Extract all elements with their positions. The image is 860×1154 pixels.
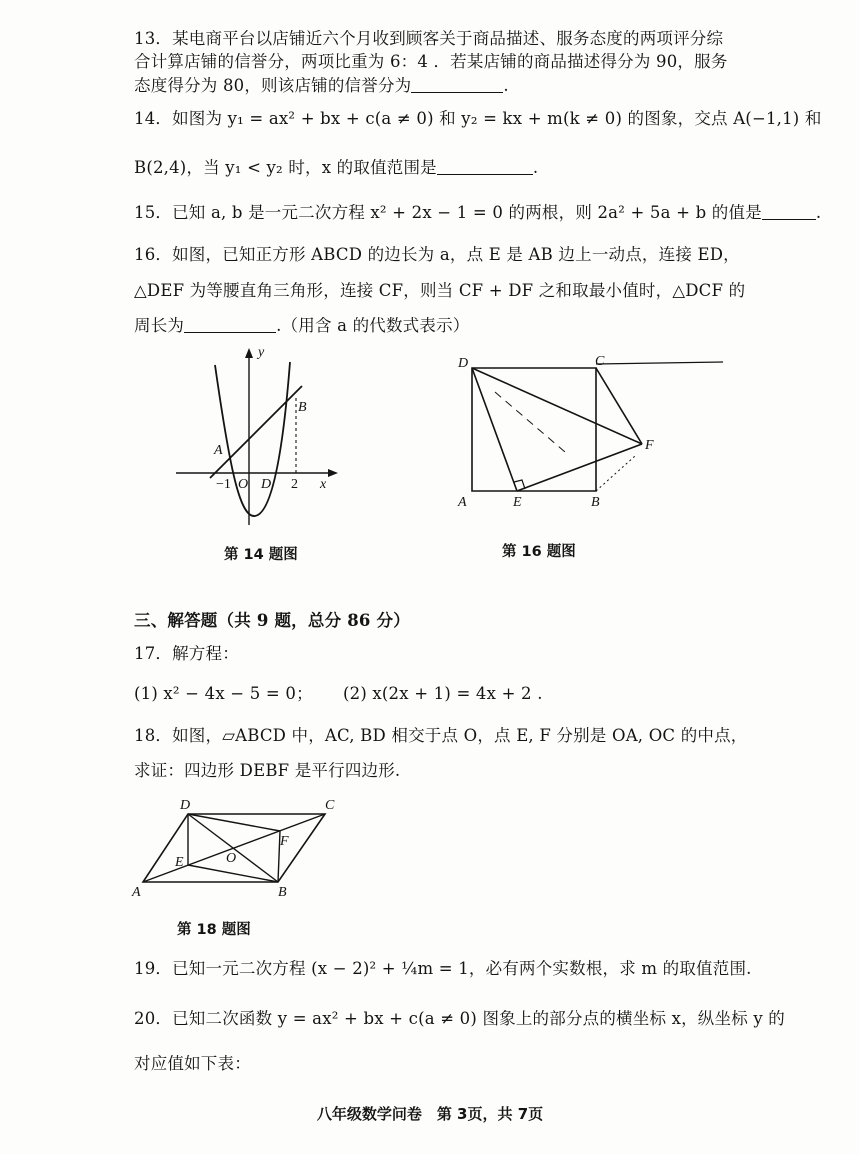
fig14-x-arrow xyxy=(328,469,338,477)
q13-line2: 合计算店铺的信誉分，两项比重为 6：4 ．若某店铺的商品描述得分为 90，服务 xyxy=(134,52,728,71)
fig16-segment-df xyxy=(472,368,642,444)
fig16-caption: 第 16 题图 xyxy=(502,544,576,560)
q20-line1: 20．已知二次函数 y = ax² + bx + c(a ≠ 0) 图象上的部分点的横坐标 x，纵坐标 y 的 xyxy=(134,1009,786,1028)
q15-text: 15．已知 a, b 是一元二次方程 x² + 2x − 1 = 0 的两根，则 2a² + 5a + b 的值是 xyxy=(134,203,762,222)
fig14-y-arrow xyxy=(245,348,253,358)
fig18-label-d: D xyxy=(180,798,191,813)
fig18-label-a: A xyxy=(132,885,141,900)
q14-text: B(2,4)，当 y₁ < y₂ 时，x 的取值范围是 xyxy=(134,158,437,177)
fig18-label-e: E xyxy=(175,855,184,870)
q15-end: . xyxy=(815,203,822,222)
fig14-label-a: A xyxy=(214,443,223,458)
fig16-label-e: E xyxy=(513,495,522,510)
fig14-label-o: O xyxy=(238,477,249,492)
q14-line2 xyxy=(134,156,538,179)
q16-line2: △DEF 为等腰直角三角形，连接 CF，则当 CF + DF 之和取最小值时，△DCF 的 xyxy=(134,281,746,300)
q13-end: . xyxy=(503,76,509,95)
fig18-segment-eb xyxy=(188,865,278,882)
fig18-caption: 第 18 题图 xyxy=(177,922,251,938)
fig18-label-c: C xyxy=(325,798,335,813)
q19-line1: 19．已知一元二次方程 (x − 2)² + ¼m = 1，必有两个实数根，求 m 的取值范围. xyxy=(134,959,752,978)
fig16-segment-cf xyxy=(596,368,642,444)
section3-title: 三、解答题（共 9 题，总分 86 分） xyxy=(134,611,410,630)
fig16-segment-bf xyxy=(596,456,635,491)
fig16-segment-de xyxy=(472,368,517,491)
fig14-parabola xyxy=(215,362,290,516)
fig16-label-f: F xyxy=(645,438,654,453)
q16-line3 xyxy=(134,314,469,337)
fig14-label-neg1: −1 xyxy=(216,477,231,492)
q17-line1: 17．解方程： xyxy=(134,644,239,663)
fig18-diagonal-bd xyxy=(188,814,278,882)
q18-line1: 18．如图，▱ABCD 中，AC, BD 相交于点 O，点 E, F 分别是 OA, OC 的中点， xyxy=(134,726,748,745)
q13-answer-blank xyxy=(411,74,503,93)
fig16-dashed xyxy=(495,392,565,452)
q13-line1: 13．某电商平台以店铺近六个月收到顾客关于商品描述、服务态度的两项评分综 xyxy=(134,29,724,48)
fig18-label-f: F xyxy=(280,834,289,849)
fig16-label-c: C xyxy=(595,354,605,369)
fig16-label-b: B xyxy=(591,495,600,510)
q13-text: 态度得分为 80，则该店铺的信誉分为 xyxy=(134,76,412,95)
fig18-label-b: B xyxy=(278,885,287,900)
q14-end: . xyxy=(532,158,539,177)
q13-line3 xyxy=(134,74,509,97)
q14-line1: 14．如图为 y₁ = ax² + bx + c(a ≠ 0) 和 y₂ = kx + m(k ≠ 0) 的图象，交点 A(−1,1) 和 xyxy=(134,109,822,128)
page-footer: 八年级数学问卷 第 3页，共 7页 xyxy=(316,1105,544,1123)
fig16-square xyxy=(472,368,596,491)
fig18-label-o: O xyxy=(226,851,237,866)
fig16-label-a: A xyxy=(458,495,467,510)
fig16-label-d: D xyxy=(458,356,469,371)
fig14-label-x: x xyxy=(320,477,327,492)
fig16-segment-ef xyxy=(517,444,642,491)
q16-text-a: 周长为 xyxy=(134,316,185,335)
q18-line2: 求证：四边形 DEBF 是平行四边形. xyxy=(134,761,401,780)
q17-part2: (2) x(2x + 1) = 4x + 2 . xyxy=(343,684,543,703)
fig14-label-y: y xyxy=(258,345,265,360)
q15-answer-blank xyxy=(762,201,816,220)
fig14-label-d: D xyxy=(261,477,272,492)
figure-16 xyxy=(455,352,735,512)
fig14-line xyxy=(210,386,302,478)
q20-line2: 对应值如下表： xyxy=(134,1054,251,1073)
q17-part1: (1) x² − 4x − 5 = 0； xyxy=(134,684,313,703)
fig14-caption: 第 14 题图 xyxy=(224,547,298,563)
q16-line1: 16．如图，已知正方形 ABCD 的边长为 a，点 E 是 AB 边上一动点，连接 ED， xyxy=(134,245,740,264)
fig18-segment-df xyxy=(188,814,280,831)
fig16-extended-line xyxy=(596,362,723,364)
fig14-label-b: B xyxy=(298,400,307,415)
q14-answer-blank xyxy=(437,156,533,175)
q16-text-b: .（用含 a 的代数式表示） xyxy=(276,316,470,335)
figure-14 xyxy=(170,340,370,530)
figure-18 xyxy=(128,792,348,902)
fig14-label-2: 2 xyxy=(291,477,298,492)
q16-answer-blank xyxy=(184,314,276,333)
q15-line1 xyxy=(134,201,821,224)
